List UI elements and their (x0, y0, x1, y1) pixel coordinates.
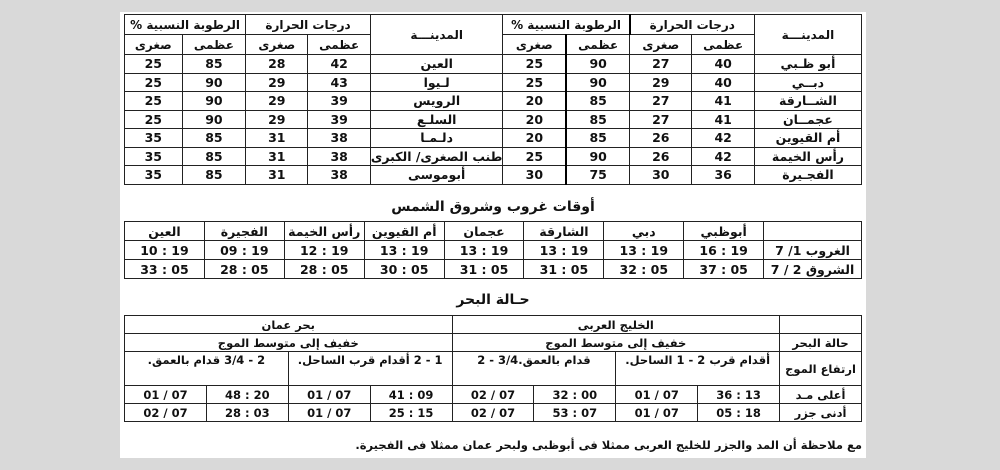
temp-max: 36 (692, 166, 754, 185)
low-tide-value: 07 / 02 (452, 404, 534, 422)
temp-max: 41 (692, 110, 754, 129)
temp-min: 29 (246, 110, 308, 129)
humidity-min: 20 (503, 110, 566, 129)
city-name: الرويس (370, 92, 503, 111)
city-name: دلـمـا (370, 129, 503, 148)
table-row (125, 110, 862, 129)
sun-row-label: الغروب 1/ 7 (764, 241, 862, 260)
high-tide-value: 07 / 02 (452, 386, 534, 404)
city-name: أبو ظـبي (754, 55, 861, 74)
temp-min: 29 (630, 73, 692, 92)
humidity-max: 85 (566, 129, 629, 148)
max-header: عظمى (182, 35, 246, 55)
temp-min: 27 (630, 110, 692, 129)
table-row (125, 147, 862, 166)
temp-max: 42 (692, 129, 754, 148)
sun-time: 19 : 10 (125, 241, 205, 260)
table-row (125, 241, 862, 260)
sun-times-table (124, 221, 862, 279)
sun-row-label: الشروق 2 / 7 (764, 260, 862, 279)
temp-max: 43 (308, 73, 370, 92)
sun-time: 19 : 16 (684, 241, 764, 260)
temp-min: 28 (246, 55, 308, 74)
sun-time: 19 : 13 (444, 241, 524, 260)
oman-wave-deep: 2 - 3/4 قدام بالعمق. (125, 352, 289, 386)
temp-min: 29 (246, 73, 308, 92)
temp-max: 38 (308, 129, 370, 148)
city-name: الشــارقة (754, 92, 861, 111)
humidity-min: 25 (125, 92, 183, 111)
humidity-max: 85 (182, 147, 246, 166)
temp-min: 31 (246, 147, 308, 166)
sun-time: 05 : 31 (444, 260, 524, 279)
min-header: صغرى (503, 35, 566, 55)
table-row (125, 92, 862, 111)
gulf-header: الخليج العربى (452, 316, 780, 334)
high-tide-label: أعلى مـد (780, 386, 862, 404)
low-tide-value: 07 : 53 (534, 404, 616, 422)
temp-min: 26 (630, 129, 692, 148)
low-tide-value: 07 / 01 (616, 404, 698, 422)
humidity-max: 90 (182, 73, 246, 92)
sun-time: 05 : 31 (524, 260, 604, 279)
sun-city-header: العين (125, 222, 205, 241)
sun-time: 19 : 13 (364, 241, 444, 260)
humidity-max: 85 (182, 55, 246, 74)
humidity-max: 90 (566, 73, 629, 92)
humidity-min: 25 (503, 147, 566, 166)
low-tide-value: 18 : 05 (698, 404, 780, 422)
humidity-max: 85 (182, 166, 246, 185)
sun-city-header: دبي (604, 222, 684, 241)
humidity-min: 20 (503, 129, 566, 148)
sun-header-row (125, 222, 862, 241)
max-header: عظمى (566, 35, 629, 55)
sun-time: 05 : 30 (364, 260, 444, 279)
humidity-min: 25 (125, 110, 183, 129)
table-row (125, 166, 862, 185)
humidity-min: 20 (503, 92, 566, 111)
min-header: صغرى (246, 35, 308, 55)
low-tide-value: 07 / 01 (288, 404, 370, 422)
temp-max: 38 (308, 166, 370, 185)
sea-state-label: حالة البحر (780, 334, 862, 352)
temp-min: 29 (246, 92, 308, 111)
city-name: دبــي (754, 73, 861, 92)
gulf-wave-coast: أقدام قرب 2 - 1 الساحل. (616, 352, 780, 386)
temp-max: 40 (692, 73, 754, 92)
humidity-min: 25 (125, 55, 183, 74)
humidity-min: 25 (503, 73, 566, 92)
sun-city-header: أبوظبي (684, 222, 764, 241)
humidity-min: 35 (125, 129, 183, 148)
weather-report-page (120, 12, 866, 458)
city-header: المدينـــة (370, 15, 503, 55)
temp-min: 31 (246, 166, 308, 185)
humidity-min: 35 (125, 147, 183, 166)
temp-max: 42 (692, 147, 754, 166)
sun-time: 19 : 12 (284, 241, 364, 260)
humidity-min: 35 (125, 166, 183, 185)
humidity-max: 85 (566, 92, 629, 111)
sea-corner-cell (780, 316, 862, 334)
temp-max: 39 (308, 92, 370, 111)
city-name: أبوموسى (370, 166, 503, 185)
sun-city-header: رأس الخيمة (284, 222, 364, 241)
city-name: عجمــان (754, 110, 861, 129)
humidity-max: 85 (182, 129, 246, 148)
city-name: طنب الصغرى/ الكبرى (370, 148, 503, 164)
low-tide-label: أدنى جزر (780, 404, 862, 422)
city-name: الفجـيرة (754, 166, 861, 185)
humidity-header: الرطوبة النسبية % (503, 15, 630, 35)
temp-header: درجات الحرارة (630, 15, 755, 35)
sun-time: 05 : 28 (284, 260, 364, 279)
temp-max: 42 (308, 55, 370, 74)
sun-time: 19 : 13 (524, 241, 604, 260)
temp-max: 40 (692, 55, 754, 74)
sun-times-title: أوقات غروب وشروق الشمس (391, 199, 595, 215)
temp-header: درجات الحرارة (246, 15, 371, 35)
temp-max: 38 (308, 147, 370, 166)
humidity-header: الرطوبة النسبية % (125, 15, 246, 35)
min-header: صغرى (125, 35, 183, 55)
table-row (125, 129, 862, 148)
min-header: صغرى (630, 35, 692, 55)
sun-city-header: الشارقة (524, 222, 604, 241)
humidity-min: 25 (503, 55, 566, 74)
humidity-max: 90 (566, 147, 629, 166)
sun-time: 05 : 32 (604, 260, 684, 279)
high-tide-value: 07 / 01 (288, 386, 370, 404)
sea-state-table (124, 315, 862, 422)
low-tide-value: 07 / 02 (125, 404, 207, 422)
high-tide-value: 00 : 32 (534, 386, 616, 404)
humidity-max: 85 (566, 110, 629, 129)
humidity-min: 30 (503, 166, 566, 185)
city-name: السلـع (370, 110, 503, 129)
gulf-wave-deep: قدام بالعمق.3/4 - 2 (452, 352, 616, 386)
tide-note: مع ملاحظة أن المد والجزر للخليج العربى ممثلا فى أبوظبى ولبحر عمان ممثلا فى الفجيرة. (355, 438, 862, 452)
sun-time: 19 : 13 (604, 241, 684, 260)
temp-min: 27 (630, 92, 692, 111)
temp-min: 26 (630, 147, 692, 166)
sun-corner-cell (764, 222, 862, 241)
sun-city-header: عجمان (444, 222, 524, 241)
table-row (125, 55, 862, 74)
max-header: عظمى (692, 35, 754, 55)
high-tide-value: 07 / 01 (616, 386, 698, 404)
humidity-max: 90 (182, 110, 246, 129)
temp-min: 30 (630, 166, 692, 185)
city-name: رأس الخيمة (754, 147, 861, 166)
temp-min: 31 (246, 129, 308, 148)
sun-time: 05 : 33 (125, 260, 205, 279)
high-tide-value: 07 / 01 (125, 386, 207, 404)
sun-city-header: الفجيرة (204, 222, 284, 241)
sun-time: 05 : 37 (684, 260, 764, 279)
temp-max: 41 (692, 92, 754, 111)
sun-city-header: أم القيوين (364, 222, 444, 241)
high-tide-value: 13 : 36 (698, 386, 780, 404)
oman-sea-state: خفيف إلى متوسط الموج (125, 334, 453, 352)
low-tide-value: 15 : 25 (370, 404, 452, 422)
oman-wave-coast: 1 - 2 أقدام قرب الساحل. (288, 352, 452, 386)
high-tide-value: 09 : 41 (370, 386, 452, 404)
humidity-max: 90 (566, 55, 629, 74)
sea-state-title: حـالة البحر (456, 292, 530, 308)
high-tide-value: 20 : 48 (206, 386, 288, 404)
wave-height-label: ارتفاع الموج (780, 352, 862, 386)
weather-table (124, 14, 862, 185)
table-row (125, 73, 862, 92)
humidity-min: 25 (125, 73, 183, 92)
gulf-sea-state: خفيف إلى متوسط الموج (452, 334, 780, 352)
table-row (125, 260, 862, 279)
humidity-max: 90 (182, 92, 246, 111)
city-name: العين (370, 55, 503, 74)
low-tide-value: 03 : 28 (206, 404, 288, 422)
city-name: لـيوا (370, 73, 503, 92)
sun-time: 19 : 09 (204, 241, 284, 260)
temp-max: 39 (308, 110, 370, 129)
max-header: عظمى (308, 35, 370, 55)
oman-header: بحر عمان (125, 316, 453, 334)
city-header: المدينـــة (754, 15, 861, 55)
temp-min: 27 (630, 55, 692, 74)
sun-time: 05 : 28 (204, 260, 284, 279)
city-name: أم القيوين (754, 129, 861, 148)
humidity-max: 75 (566, 166, 629, 185)
